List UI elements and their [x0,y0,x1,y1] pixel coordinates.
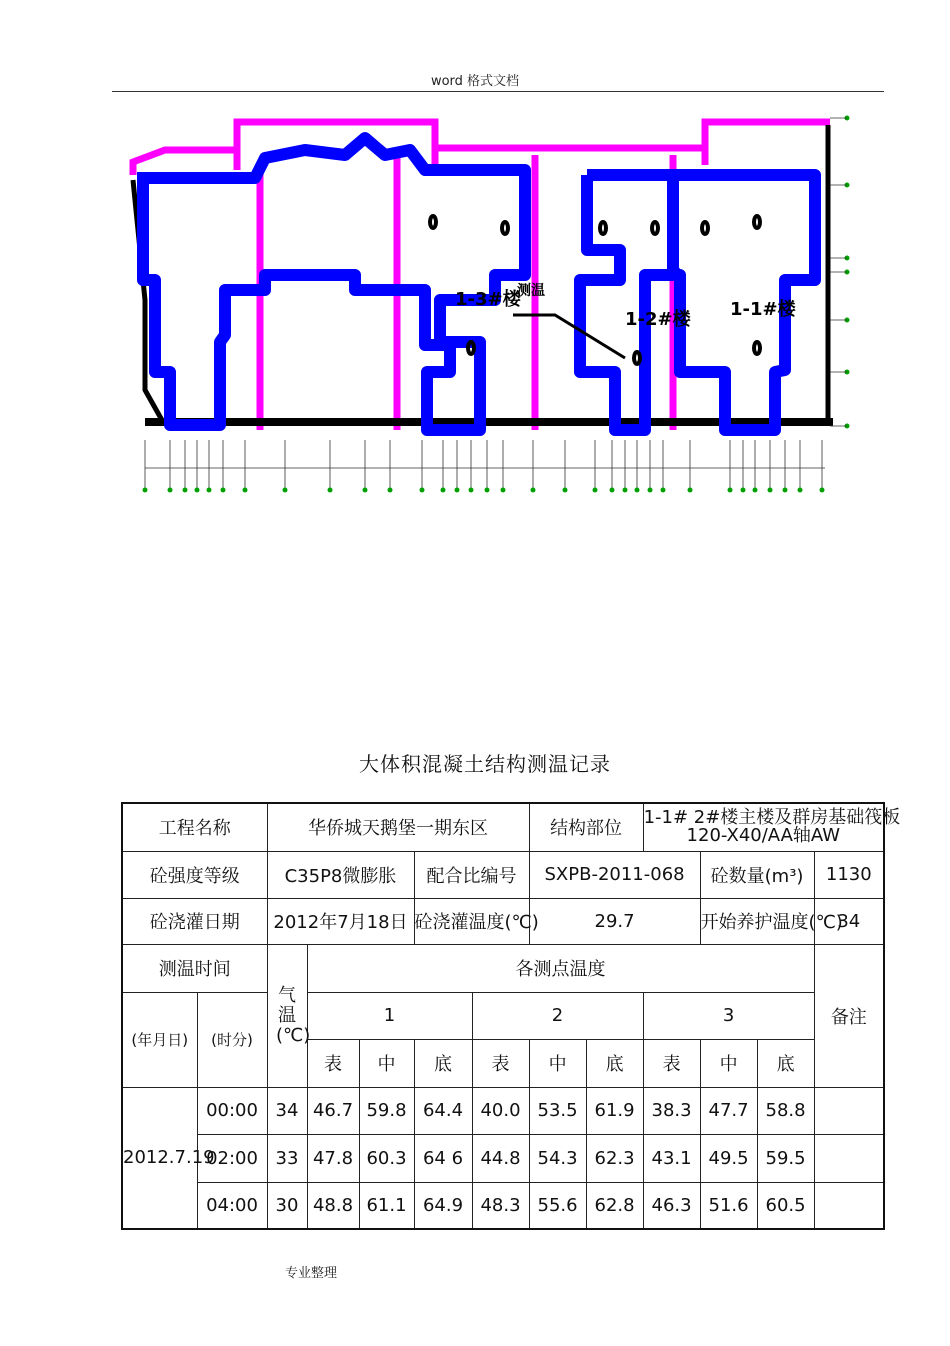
label-curing-temp: 开始养护温度(℃) [700,898,814,944]
label-measure: 测温 [517,283,545,299]
record-value: 54.3 [529,1134,586,1182]
record-time: 00:00 [197,1087,267,1134]
record-value: 40.0 [472,1087,529,1134]
record-value: 47.7 [700,1087,757,1134]
record-remark [814,1182,884,1229]
value-concrete-volume: 1130 [814,851,884,898]
record-value: 47.8 [307,1134,359,1182]
value-strength-grade: C35P8微膨胀 [267,851,414,898]
value-mix-number: SXPB-2011-068 [529,851,700,898]
floor-plan-drawing [125,110,860,500]
head-time-unit: (时分) [197,992,267,1087]
record-air: 33 [267,1134,307,1182]
label-structure-part: 结构部位 [529,803,643,851]
head-middle-1: 中 [359,1039,414,1087]
record-value: 46.3 [643,1182,700,1229]
head-surface-1: 表 [307,1039,359,1087]
record-date: 2012.7.19 [122,1087,197,1229]
record-value: 64 6 [414,1134,472,1182]
header-row-1 [122,944,884,992]
value-pour-temp: 29.7 [529,898,700,944]
dimension-lines [145,440,825,490]
value-structure-part [643,803,901,851]
head-remark: 备注 [814,944,884,1087]
head-surface-3: 表 [643,1039,700,1087]
record-air: 34 [267,1087,307,1134]
table-row [122,1087,884,1134]
row-project [122,803,884,851]
air-temp-label: 气温(℃) [276,984,311,1046]
head-surface-2: 表 [472,1039,529,1087]
record-air: 30 [267,1182,307,1229]
label-pour-temp: 砼浇灌温度(℃) [414,898,529,944]
record-value: 46.7 [307,1087,359,1134]
head-point-2: 2 [472,992,643,1039]
record-value: 49.5 [700,1134,757,1182]
record-time: 04:00 [197,1182,267,1229]
record-value: 53.5 [529,1087,586,1134]
record-value: 48.3 [472,1182,529,1229]
record-value: 44.8 [472,1134,529,1182]
temperature-record-table [121,802,901,1230]
building-outlines [137,138,815,430]
head-middle-2: 中 [529,1039,586,1087]
record-value: 60.3 [359,1134,414,1182]
record-value: 59.8 [359,1087,414,1134]
record-value: 59.5 [757,1134,814,1182]
record-value: 51.6 [700,1182,757,1229]
label-concrete-volume: 砼数量(m³) [700,851,814,898]
record-value: 62.8 [586,1182,643,1229]
label-mix-number: 配合比编号 [414,851,529,898]
record-value: 48.8 [307,1182,359,1229]
record-title: 大体积混凝土结构测温记录 [359,752,611,776]
record-value: 58.8 [757,1087,814,1134]
record-value: 61.9 [586,1087,643,1134]
record-time: 02:00 [197,1134,267,1182]
head-bottom-2: 底 [586,1039,643,1087]
record-value: 43.1 [643,1134,700,1182]
right-axis-lines [830,118,847,426]
head-date-unit: (年月日) [122,992,197,1087]
head-bottom-3: 底 [757,1039,814,1087]
table-row [122,1182,884,1229]
label-pour-date: 砼浇灌日期 [122,898,267,944]
label-building-1-2: 1-2#楼 [625,309,691,330]
head-point-1: 1 [307,992,472,1039]
page-footer: 专业整理 [285,1266,338,1281]
row-pour [122,898,884,944]
record-value: 64.4 [414,1087,472,1134]
table-row [122,1134,884,1182]
head-measure-time: 测温时间 [122,944,267,992]
value-project-name: 华侨城天鹅堡一期东区 [267,803,529,851]
header-row-2 [122,992,884,1039]
callout-line [513,315,625,358]
head-bottom-1: 底 [414,1039,472,1087]
structure-part-line2: 120-X40/AA轴AW [686,825,841,847]
value-pour-date: 2012年7月18日 [267,898,414,944]
label-strength-grade: 砼强度等级 [122,851,267,898]
record-remark [814,1087,884,1134]
record-value: 60.5 [757,1182,814,1229]
record-value: 38.3 [643,1087,700,1134]
record-value: 64.9 [414,1182,472,1229]
record-value: 62.3 [586,1134,643,1182]
head-points-temp: 各测点温度 [307,944,814,992]
head-point-3: 3 [643,992,814,1039]
head-air-temp [267,944,311,1087]
record-value: 61.1 [359,1182,414,1229]
label-building-1-1: 1-1#楼 [730,299,796,320]
header-divider [112,91,884,92]
structure-part-line1: 1-1# 2#楼主楼及群房基础筏板 [643,807,901,829]
head-middle-3: 中 [700,1039,757,1087]
record-value: 55.6 [529,1182,586,1229]
record-remark [814,1134,884,1182]
row-strength [122,851,884,898]
page-header: word 格式文档 [430,74,520,89]
label-building-1-3: 1-3#楼 [455,289,521,310]
value-curing-temp: 34 [814,898,884,944]
label-project-name: 工程名称 [122,803,267,851]
